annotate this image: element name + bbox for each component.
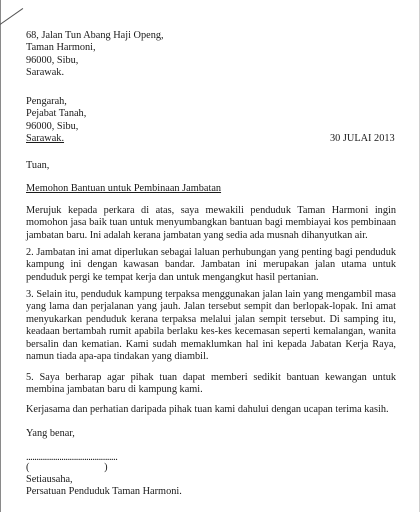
closing: Yang benar, — [26, 428, 75, 439]
recipient-address-line: 96000, Sibu, — [26, 120, 79, 132]
recipient-address — [26, 96, 86, 146]
left-margin-rule — [0, 0, 1, 512]
paragraph-3: 3. Selain itu, penduduk kampung terpaksa menggunakan jalan lain yang mengambil masa yang lama dan perjalanan yang jauh. Jalan tersebut sempit dan berlopak-lopak. Ini amat menyukarkan penduduk kerana terpaksa melalui jalan sempit tersebut. Di samping itu, keadaan bertambah rumit apabila berlaku kes-kes kecemasan seperti kemalangan, wanita bersalin dan kematian. Kami sudah memaklumkan hal ini kepada Jabatan Kerja Raya, namun tiada apa-apa tindakan yang diambil. — [26, 289, 396, 363]
signature-name-placeholder: ( ) — [26, 462, 108, 473]
signer-organization: Persatuan Penduduk Taman Harmoni. — [26, 486, 182, 498]
subject-line: Memohon Bantuan untuk Pembinaan Jambatan — [26, 183, 222, 194]
signer-title: Setiausaha, — [26, 474, 73, 485]
sender-address — [26, 30, 164, 80]
signature-line: ............................................ — [26, 452, 118, 463]
paragraph-5: 5. Saya berharap agar pihak tuan dapat memberi sedikit bantuan kewangan untuk membina jambatan baru di kampung kami. — [26, 372, 396, 396]
sender-address-line: 96000, Sibu, — [26, 54, 79, 66]
signer-block — [26, 474, 182, 499]
fold-mark — [0, 8, 23, 25]
recipient-address-line: Pengarah, — [26, 96, 67, 107]
sender-address-line: Sarawak. — [26, 67, 65, 79]
sender-address-line: 68, Jalan Tun Abang Haji Openg, — [26, 30, 164, 41]
paragraph-2: 2. Jambatan ini amat diperlukan sebagai laluan perhubungan yang penting bagi penduduk kampung ini dengan kawasan bandar. Jambatan ini merupakan jalan utama untuk penduduk pergi ke tempat kerja dan untuk mengangkut hasil pertanian. — [26, 247, 396, 283]
sender-address-line: Taman Harmoni, — [26, 42, 96, 54]
letter-date: 30 JULAI 2013 — [330, 133, 395, 144]
recipient-address-line: Pejabat Tanah, — [26, 108, 87, 120]
salutation: Tuan, — [26, 160, 50, 171]
closing-thanks: Kerjasama dan perhatian daripada pihak tuan kami dahului dengan ucapan terima kasih. — [26, 404, 389, 415]
paragraph-1: Merujuk kepada perkara di atas, saya mewakili penduduk Taman Harmoni ingin momohon jasa baik tuan untuk menyumbangkan bantuan bagi membiayai kos pembinaan jambatan baru. Ini adalah kerana jambatan yang sedia ada musnah dihanyutkan air. — [26, 205, 396, 241]
recipient-address-line: Sarawak. — [26, 133, 65, 145]
